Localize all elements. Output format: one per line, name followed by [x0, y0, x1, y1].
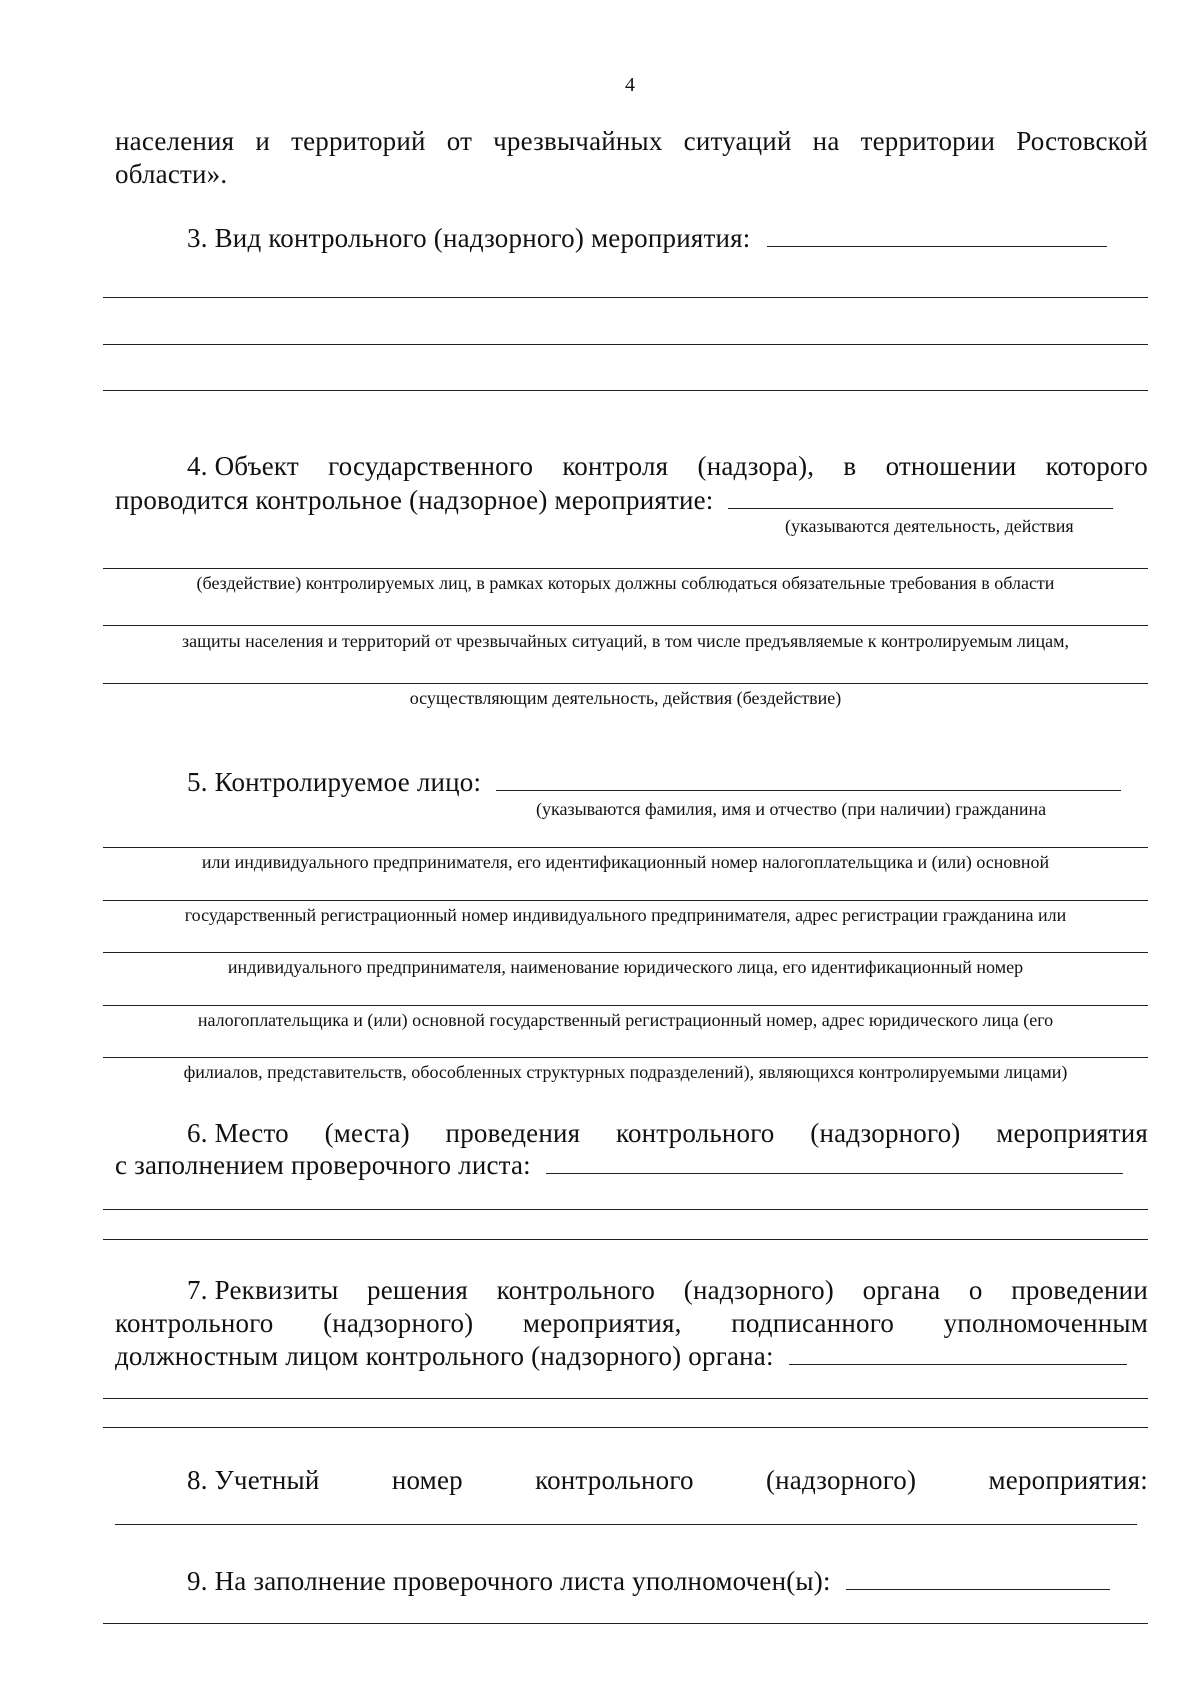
word: 4. Объект	[187, 451, 299, 481]
item-7-line-3	[115, 1340, 1127, 1373]
item-5-line-d[interactable]	[103, 1005, 1148, 1006]
item-6-text: с заполнением проверочного листа:	[115, 1150, 531, 1180]
word: от	[446, 126, 473, 156]
item-7-line-1	[187, 1274, 1148, 1307]
word: территорий	[291, 126, 426, 156]
item-5-label	[187, 766, 1121, 799]
word: проведении	[1011, 1275, 1148, 1305]
word: чрезвычайных	[493, 126, 663, 156]
word: контрольного	[115, 1308, 274, 1338]
item-5-line-a[interactable]	[103, 847, 1148, 848]
item-6-line-b[interactable]	[103, 1239, 1148, 1240]
word: населения	[115, 126, 235, 156]
item-7-blank[interactable]	[789, 1340, 1127, 1365]
word: ситуаций	[683, 126, 792, 156]
word: (надзора),	[697, 451, 815, 481]
page-number: 4	[625, 74, 635, 96]
word: территории	[860, 126, 996, 156]
item-4-line-1	[187, 450, 1148, 483]
item-5-blank[interactable]	[496, 766, 1121, 791]
word: контрольного	[496, 1275, 656, 1305]
item-6-blank[interactable]	[546, 1149, 1123, 1174]
item-4-line-c[interactable]	[103, 683, 1148, 684]
item-4-line-b[interactable]	[103, 625, 1148, 626]
item-6-line-2	[115, 1149, 1123, 1182]
item-3-line-2[interactable]	[103, 344, 1148, 345]
item-5-text: 5. Контролируемое лицо:	[187, 767, 482, 797]
word: мероприятия,	[522, 1308, 682, 1338]
word: проведения	[445, 1118, 581, 1148]
word: контрольного	[616, 1118, 775, 1148]
word: Ростовской	[1016, 126, 1148, 156]
word: (надзорного)	[765, 1465, 917, 1495]
item-8-line-a[interactable]	[115, 1524, 1137, 1525]
item-9-label	[187, 1565, 1110, 1598]
item-4-note-2: (бездействие) контролируемых лиц, в рамках которых должны соблюдаться обязательные требования в области	[196, 573, 1055, 593]
word: и	[255, 126, 271, 156]
item-4-note-1: (указываются деятельность, действия	[785, 516, 1074, 536]
item-7-line-b[interactable]	[103, 1427, 1148, 1428]
item-4-text: проводится контрольное (надзорное) мероприятие:	[115, 485, 714, 515]
item-5-note-1: (указываются фамилия, имя и отчество (при наличии) гражданина	[536, 799, 1047, 819]
item-5-line-b[interactable]	[103, 900, 1148, 901]
word: органа	[862, 1275, 941, 1305]
item-7-line-a[interactable]	[103, 1398, 1148, 1399]
word: решения	[367, 1275, 469, 1305]
item-5-line-e[interactable]	[103, 1057, 1148, 1058]
intro-line-1	[115, 125, 1148, 158]
item-5-note-6: филиалов, представительств, обособленных структурных подразделений), являющихся контролируемыми лицами)	[183, 1062, 1068, 1082]
word: контрольного	[535, 1465, 694, 1495]
item-3-line-1[interactable]	[103, 297, 1148, 298]
item-5-note-2: или индивидуального предпринимателя, его идентификационный номер налогоплательщика и (или) основной	[201, 852, 1050, 872]
item-9-blank[interactable]	[846, 1565, 1110, 1590]
item-9-text: 9. На заполнение проверочного листа уполномочен(ы):	[187, 1566, 831, 1596]
word: (надзорного)	[683, 1275, 834, 1305]
item-6-line-1	[187, 1117, 1148, 1150]
word: отношении	[885, 451, 1017, 481]
item-8-line-1	[187, 1464, 1148, 1497]
item-4-note-3: защиты населения и территорий от чрезвычайных ситуаций, в том числе предъявляемые к контролируемым лицам,	[182, 631, 1069, 651]
word: 6. Место	[187, 1118, 289, 1148]
item-5-line-c[interactable]	[103, 952, 1148, 953]
item-7-text: должностным лицом контрольного (надзорного) органа:	[115, 1341, 774, 1371]
item-3-label	[187, 222, 1107, 255]
item-4-note-4: осуществляющим деятельность, действия (бездействие)	[409, 688, 842, 708]
word: номер	[391, 1465, 463, 1495]
item-3-blank[interactable]	[767, 222, 1107, 247]
word: (надзорного)	[323, 1308, 474, 1338]
item-5-note-5: налогоплательщика и (или) основной государственный регистрационный номер, адрес юридического лица (его	[197, 1010, 1054, 1030]
word: мероприятия:	[988, 1465, 1148, 1495]
word: 7. Реквизиты	[187, 1275, 339, 1305]
item-6-line-a[interactable]	[103, 1209, 1148, 1210]
item-7-line-2	[115, 1307, 1148, 1340]
word: о	[968, 1275, 983, 1305]
intro-line-2: области».	[115, 159, 228, 189]
item-9-line-a[interactable]	[103, 1623, 1148, 1624]
word: (надзорного)	[810, 1118, 961, 1148]
word: которого	[1045, 451, 1148, 481]
word: контроля	[562, 451, 669, 481]
word: 8. Учетный	[187, 1465, 320, 1495]
word: (места)	[324, 1118, 410, 1148]
item-4-line-2	[115, 484, 1113, 517]
word: на	[812, 126, 840, 156]
item-5-note-3: государственный регистрационный номер индивидуального предпринимателя, адрес регистрации гражданина или	[184, 905, 1067, 925]
word: мероприятия	[996, 1118, 1148, 1148]
word: государственного	[328, 451, 534, 481]
word: уполномоченным	[943, 1308, 1148, 1338]
item-3-line-3[interactable]	[103, 390, 1148, 391]
item-4-line-a[interactable]	[103, 568, 1148, 569]
item-4-blank[interactable]	[728, 484, 1113, 509]
item-5-note-4: индивидуального предпринимателя, наименование юридического лица, его идентификационный номер	[227, 957, 1024, 977]
item-3-text: 3. Вид контрольного (надзорного) мероприятия:	[187, 223, 751, 253]
word: в	[843, 451, 857, 481]
word: подписанного	[731, 1308, 895, 1338]
